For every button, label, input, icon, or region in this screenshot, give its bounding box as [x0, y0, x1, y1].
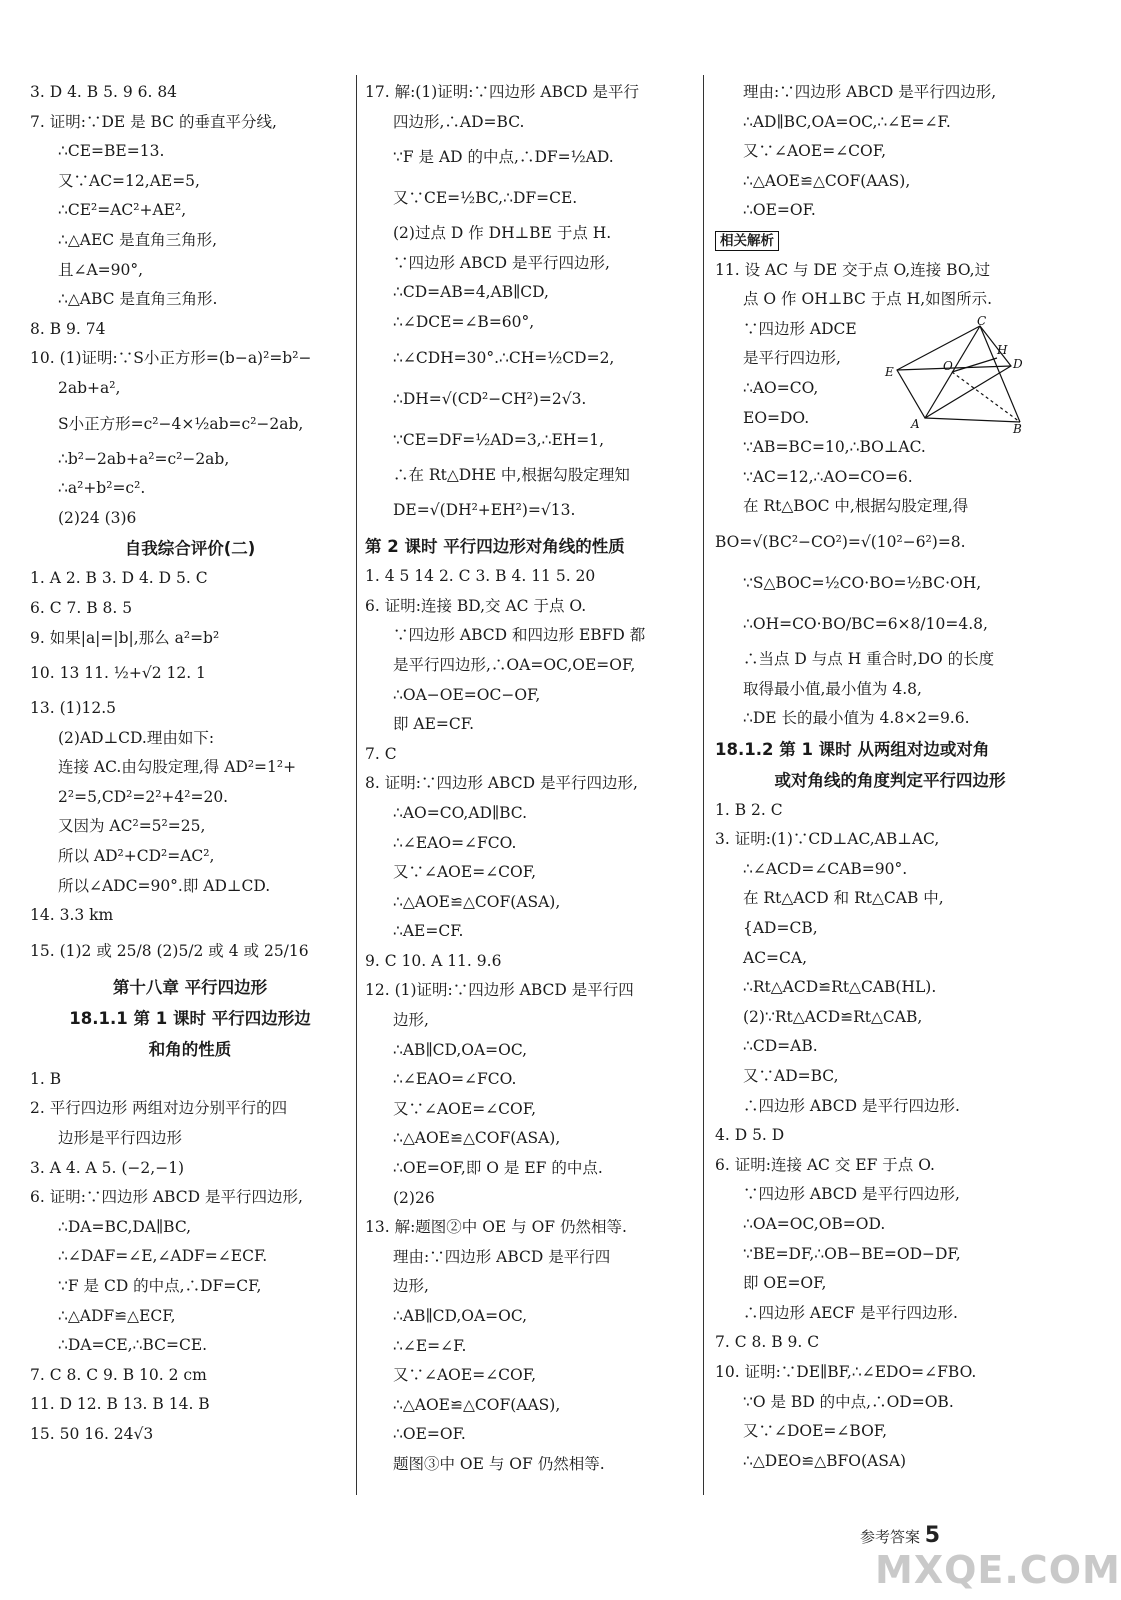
answer-line: ∵F 是 AD 的中点,∴DF=½AD. — [393, 148, 614, 167]
answer-line: ∴当点 D 与点 H 重合时,DO 的长度 — [743, 649, 995, 668]
answer-line: 3. A 4. A 5. (−2,−1) — [30, 1158, 185, 1177]
related-analysis-tag: 相关解析 — [715, 231, 779, 251]
answer-line: ∴△AEC 是直角三角形, — [58, 230, 218, 249]
answer-line: 6. 证明:连接 AC 交 EF 于点 O. — [715, 1155, 935, 1174]
answer-line: 理由:∵四边形 ABCD 是平行四边形, — [743, 83, 997, 101]
answer-line: 第十八章 平行四边形 — [112, 977, 268, 997]
label-b: B — [1013, 422, 1022, 436]
answer-line: 2ab+a², — [58, 378, 121, 397]
answer-line: 所以 AD²+CD²=AC², — [58, 847, 215, 866]
answer-line: (2)∵Rt△ACD≌Rt△CAB, — [743, 1007, 923, 1026]
answer-line: 又∵CE=½BC,∴DF=CE. — [393, 189, 578, 208]
answer-line: ∴Rt△ACD≌Rt△CAB(HL). — [743, 978, 937, 997]
answer-line: (2)24 (3)6 — [58, 508, 137, 527]
answer-line: 又∵∠AOE=∠COF, — [393, 1099, 537, 1118]
answer-line: {AD=CB, — [743, 919, 818, 938]
answer-line: 6. C 7. B 8. 5 — [30, 598, 133, 617]
answer-line: 7. C — [365, 744, 397, 763]
answer-line: ∴CD=AB. — [743, 1037, 818, 1056]
segment-cb — [980, 326, 1020, 422]
answer-column-3 — [715, 78, 1065, 1476]
answer-line: 又∵∠AOE=∠COF, — [393, 863, 537, 882]
answer-line: ∵AC=12,∴AO=CO=6. — [743, 467, 913, 486]
answer-line: 7. C 8. B 9. C — [715, 1333, 820, 1352]
answer-line: 是平行四边形, — [743, 349, 841, 368]
answer-line: ∴∠E=∠F. — [393, 1336, 467, 1355]
answer-line: DE=√(DH²+EH²)=√13. — [393, 501, 576, 520]
answer-line: ∴OE=OF. — [393, 1425, 466, 1444]
answer-line: 18.1.2 第 1 课时 从两组对边或对角 — [715, 739, 990, 759]
answer-line: 又∵∠AOE=∠COF, — [743, 142, 887, 161]
page-footer — [860, 1523, 940, 1548]
answer-line: 8. 证明:∵四边形 ABCD 是平行四边形, — [365, 774, 638, 793]
answer-line: 1. B 2. C — [715, 800, 783, 819]
answer-line: ∵F 是 CD 的中点,∴DF=CF, — [58, 1277, 262, 1295]
column-divider-2 — [703, 75, 704, 1495]
answer-line: ∴在 Rt△DHE 中,根据勾股定理知 — [393, 465, 630, 484]
answer-line: ∵四边形 ABCD 是平行四边形, — [743, 1185, 960, 1204]
segment-oh — [952, 358, 997, 372]
answer-line: ∴AD∥BC,OA=OC,∴∠E=∠F. — [743, 112, 951, 131]
answer-line: 理由:∵四边形 ABCD 是平行四 — [393, 1247, 611, 1266]
watermark: MXQE.COM — [875, 1548, 1121, 1592]
answer-line: ∴∠ACD=∠CAB=90°. — [743, 859, 908, 878]
answer-line: ∴∠EAO=∠FCO. — [393, 833, 517, 852]
answer-line: ∵四边形 ABCD 和四边形 EBFD 都 — [393, 626, 646, 645]
answer-column-2 — [365, 78, 695, 1480]
answer-line: 或对角线的角度判定平行四边形 — [774, 770, 1006, 790]
segment-ab — [925, 418, 1020, 422]
answer-line: 4. D 5. D — [715, 1126, 785, 1145]
answer-line: 3. D 4. B 5. 9 6. 84 — [30, 83, 178, 101]
answer-line: 题图③中 OE 与 OF 仍然相等. — [393, 1454, 605, 1473]
answer-line: EO=DO. — [743, 408, 810, 427]
answer-line: 11. D 12. B 13. B 14. B — [30, 1395, 210, 1414]
answer-line: 边形, — [393, 1277, 429, 1296]
answer-line: 第 2 课时 平行四边形对角线的性质 — [365, 537, 625, 557]
answer-line: BO=√(BC²−CO²)=√(10²−6²)=8. — [715, 532, 966, 551]
answer-line: 15. (1)2 或 25/8 (2)5/2 或 4 或 25/16 — [30, 941, 309, 960]
answer-line: 点 O 作 OH⊥BC 于点 H,如图所示. — [743, 290, 993, 309]
label-c: C — [977, 314, 987, 328]
answer-line: (2)26 — [393, 1188, 435, 1207]
answer-line: ∴DH=√(CD²−CH²)=2√3. — [393, 389, 587, 408]
answer-line: 7. 证明:∵DE 是 BC 的垂直平分线, — [30, 112, 277, 131]
answer-line: 10. 证明:∵DE∥BF,∴∠EDO=∠FBO. — [715, 1362, 977, 1381]
answer-line: 3. 证明:(1)∵CD⊥AC,AB⊥AC, — [715, 830, 940, 849]
answer-line: 18.1.1 第 1 课时 平行四边形边 — [69, 1008, 311, 1028]
page-number: 5 — [924, 1523, 941, 1548]
answer-line: (2)过点 D 作 DH⊥BE 于点 H. — [393, 224, 612, 243]
answer-line: ∴CD=AB=4,AB∥CD, — [393, 283, 549, 302]
answer-line: ∴AE=CF. — [393, 922, 464, 941]
answer-line: ∴DA=CE,∴BC=CE. — [58, 1336, 208, 1355]
answer-line: ∴DA=BC,DA∥BC, — [58, 1217, 192, 1236]
answer-line: 边形是平行四边形 — [58, 1129, 183, 1148]
answer-line: 6. 证明:∵四边形 ABCD 是平行四边形, — [30, 1188, 303, 1207]
answer-line: ∴CE²=AC²+AE², — [58, 201, 187, 220]
answer-line: ∴四边形 ABCD 是平行四边形. — [743, 1096, 960, 1115]
answer-line: 9. C 10. A 11. 9.6 — [365, 951, 502, 970]
answer-line: 1. A 2. B 3. D 4. D 5. C — [30, 569, 208, 588]
answer-line: ∴DE 长的最小值为 4.8×2=9.6. — [743, 709, 970, 728]
answer-line: 自我综合评价(二) — [124, 539, 256, 559]
answer-line: 8. B 9. 74 — [30, 319, 106, 338]
answer-line: ∴AO=CO, — [743, 378, 819, 397]
answer-line: 即 OE=OF, — [743, 1274, 827, 1293]
label-d: D — [1013, 357, 1023, 371]
answer-line: 10. 13 11. ½+√2 12. 1 — [30, 664, 206, 683]
answer-line: ∴∠EAO=∠FCO. — [393, 1070, 517, 1089]
answer-line: 边形, — [393, 1011, 429, 1030]
answer-line: ∴OA−OE=OC−OF, — [393, 685, 541, 704]
answer-line: 又因为 AC²=5²=25, — [58, 817, 206, 836]
answer-line: ∴a²+b²=c². — [58, 479, 146, 498]
answer-line: ∴OH=CO·BO/BC=6×8/10=4.8, — [743, 614, 988, 633]
answer-line: 11. 设 AC 与 DE 交于点 O,连接 BO,过 — [715, 260, 991, 279]
label-h: H — [997, 343, 1008, 357]
answer-line: 所以∠ADC=90°.即 AD⊥CD. — [58, 876, 271, 895]
answer-line: 15. 50 16. 24√3 — [30, 1424, 154, 1443]
answer-line: 又∵AD=BC, — [743, 1067, 839, 1086]
answer-line: ∴OE=OF. — [743, 201, 816, 220]
answer-line: 9. 如果|a|=|b|,那么 a²=b² — [30, 628, 220, 647]
column-divider-1 — [356, 75, 357, 1495]
answer-line: ∵四边形 ADCE — [743, 319, 857, 338]
answer-column-1 — [30, 78, 350, 1450]
answer-line: ∴∠DCE=∠B=60°, — [393, 312, 535, 331]
answer-line: 又∵∠AOE=∠COF, — [393, 1366, 537, 1385]
answer-line: 13. 解:题图②中 OE 与 OF 仍然相等. — [365, 1218, 627, 1237]
answer-line: ∴OE=OF,即 O 是 EF 的中点. — [393, 1159, 603, 1178]
answer-line: 和角的性质 — [148, 1039, 232, 1059]
answer-line: 连接 AC.由勾股定理,得 AD²=1²+ — [58, 758, 297, 777]
answer-line: 7. C 8. C 9. B 10. 2 cm — [30, 1365, 207, 1384]
answer-line: 且∠A=90°, — [58, 260, 144, 279]
answer-line: ∴△ABC 是直角三角形. — [58, 290, 218, 309]
answer-line: ∴△AOE≌△COF(AAS), — [743, 171, 911, 190]
answer-line: 10. (1)证明:∵S小正方形=(b−a)²=b²− — [30, 349, 312, 368]
label-e: E — [885, 365, 894, 379]
answer-line: ∴AB∥CD,OA=OC, — [393, 1307, 528, 1325]
footer-label: 参考答案 — [860, 1528, 921, 1546]
answer-line: 2. 平行四边形 两组对边分别平行的四 — [30, 1099, 288, 1118]
answer-line: 2²=5,CD²=2²+4²=20. — [58, 787, 229, 806]
answer-line: ∴△DEO≌△BFO(ASA) — [743, 1451, 907, 1470]
answer-line: AC=CA, — [743, 948, 808, 967]
answer-line: ∴∠CDH=30°.∴CH=½CD=2, — [393, 348, 615, 367]
answer-line: ∵四边形 ABCD 是平行四边形, — [393, 253, 610, 272]
answer-line: ∵CE=DF=½AD=3,∴EH=1, — [393, 430, 605, 449]
answer-line: ∴AB∥CD,OA=OC, — [393, 1040, 528, 1059]
answer-line: 是平行四边形,∴OA=OC,OE=OF, — [393, 655, 636, 674]
answer-line: 1. B — [30, 1069, 62, 1088]
answer-line: 6. 证明:连接 BD,交 AC 于点 O. — [365, 596, 587, 615]
answer-line: 在 Rt△BOC 中,根据勾股定理,得 — [743, 497, 969, 516]
answer-line: 在 Rt△ACD 和 Rt△CAB 中, — [743, 889, 944, 908]
answer-line: ∴△AOE≌△COF(ASA), — [393, 892, 561, 911]
answer-line: 12. (1)证明:∵四边形 ABCD 是平行四 — [365, 981, 634, 1000]
answer-line: ∵O 是 BD 的中点,∴OD=OB. — [743, 1392, 954, 1411]
answer-line: 又∵∠DOE=∠BOF, — [743, 1422, 888, 1441]
geometry-figure — [885, 314, 1025, 436]
answer-line: 取得最小值,最小值为 4.8, — [743, 679, 922, 698]
answer-line: ∴AO=CO,AD∥BC. — [393, 803, 528, 822]
answer-line: ∴△ADF≌△ECF, — [58, 1306, 176, 1325]
answer-line: 即 AE=CF. — [393, 715, 475, 734]
answer-line: ∴四边形 AECF 是平行四边形. — [743, 1303, 958, 1322]
answer-line: 13. (1)12.5 — [30, 699, 117, 718]
answer-line: (2)AD⊥CD.理由如下: — [58, 728, 215, 747]
answer-line: 17. 解:(1)证明:∵四边形 ABCD 是平行 — [365, 83, 639, 101]
answer-line: ∴∠DAF=∠E,∠ADF=∠ECF. — [58, 1247, 268, 1266]
answer-line: ∴△AOE≌△COF(AAS), — [393, 1395, 561, 1414]
label-o: O — [943, 359, 953, 373]
answer-line: ∵S△BOC=½CO·BO=½BC·OH, — [743, 573, 982, 592]
answer-line: 1. 4 5 14 2. C 3. B 4. 11 5. 20 — [365, 567, 596, 586]
answer-line: ∴b²−2ab+a²=c²−2ab, — [58, 449, 230, 468]
answer-line — [715, 226, 1065, 256]
answer-line: ∵AB=BC=10,∴BO⊥AC. — [743, 438, 926, 457]
answer-line: ∴△AOE≌△COF(ASA), — [393, 1129, 561, 1148]
answer-line: ∵BE=DF,∴OB−BE=OD−DF, — [743, 1244, 961, 1263]
answer-line: ∴OA=OC,OB=OD. — [743, 1215, 886, 1233]
answer-line: 14. 3.3 km — [30, 906, 114, 925]
answer-line: 又∵AC=12,AE=5, — [58, 171, 200, 190]
answer-line: 四边形,∴AD=BC. — [393, 112, 525, 131]
answer-line: S小正方形=c²−4×½ab=c²−2ab, — [58, 414, 304, 433]
answer-line: ∴CE=BE=13. — [58, 142, 165, 161]
label-a: A — [911, 417, 920, 431]
